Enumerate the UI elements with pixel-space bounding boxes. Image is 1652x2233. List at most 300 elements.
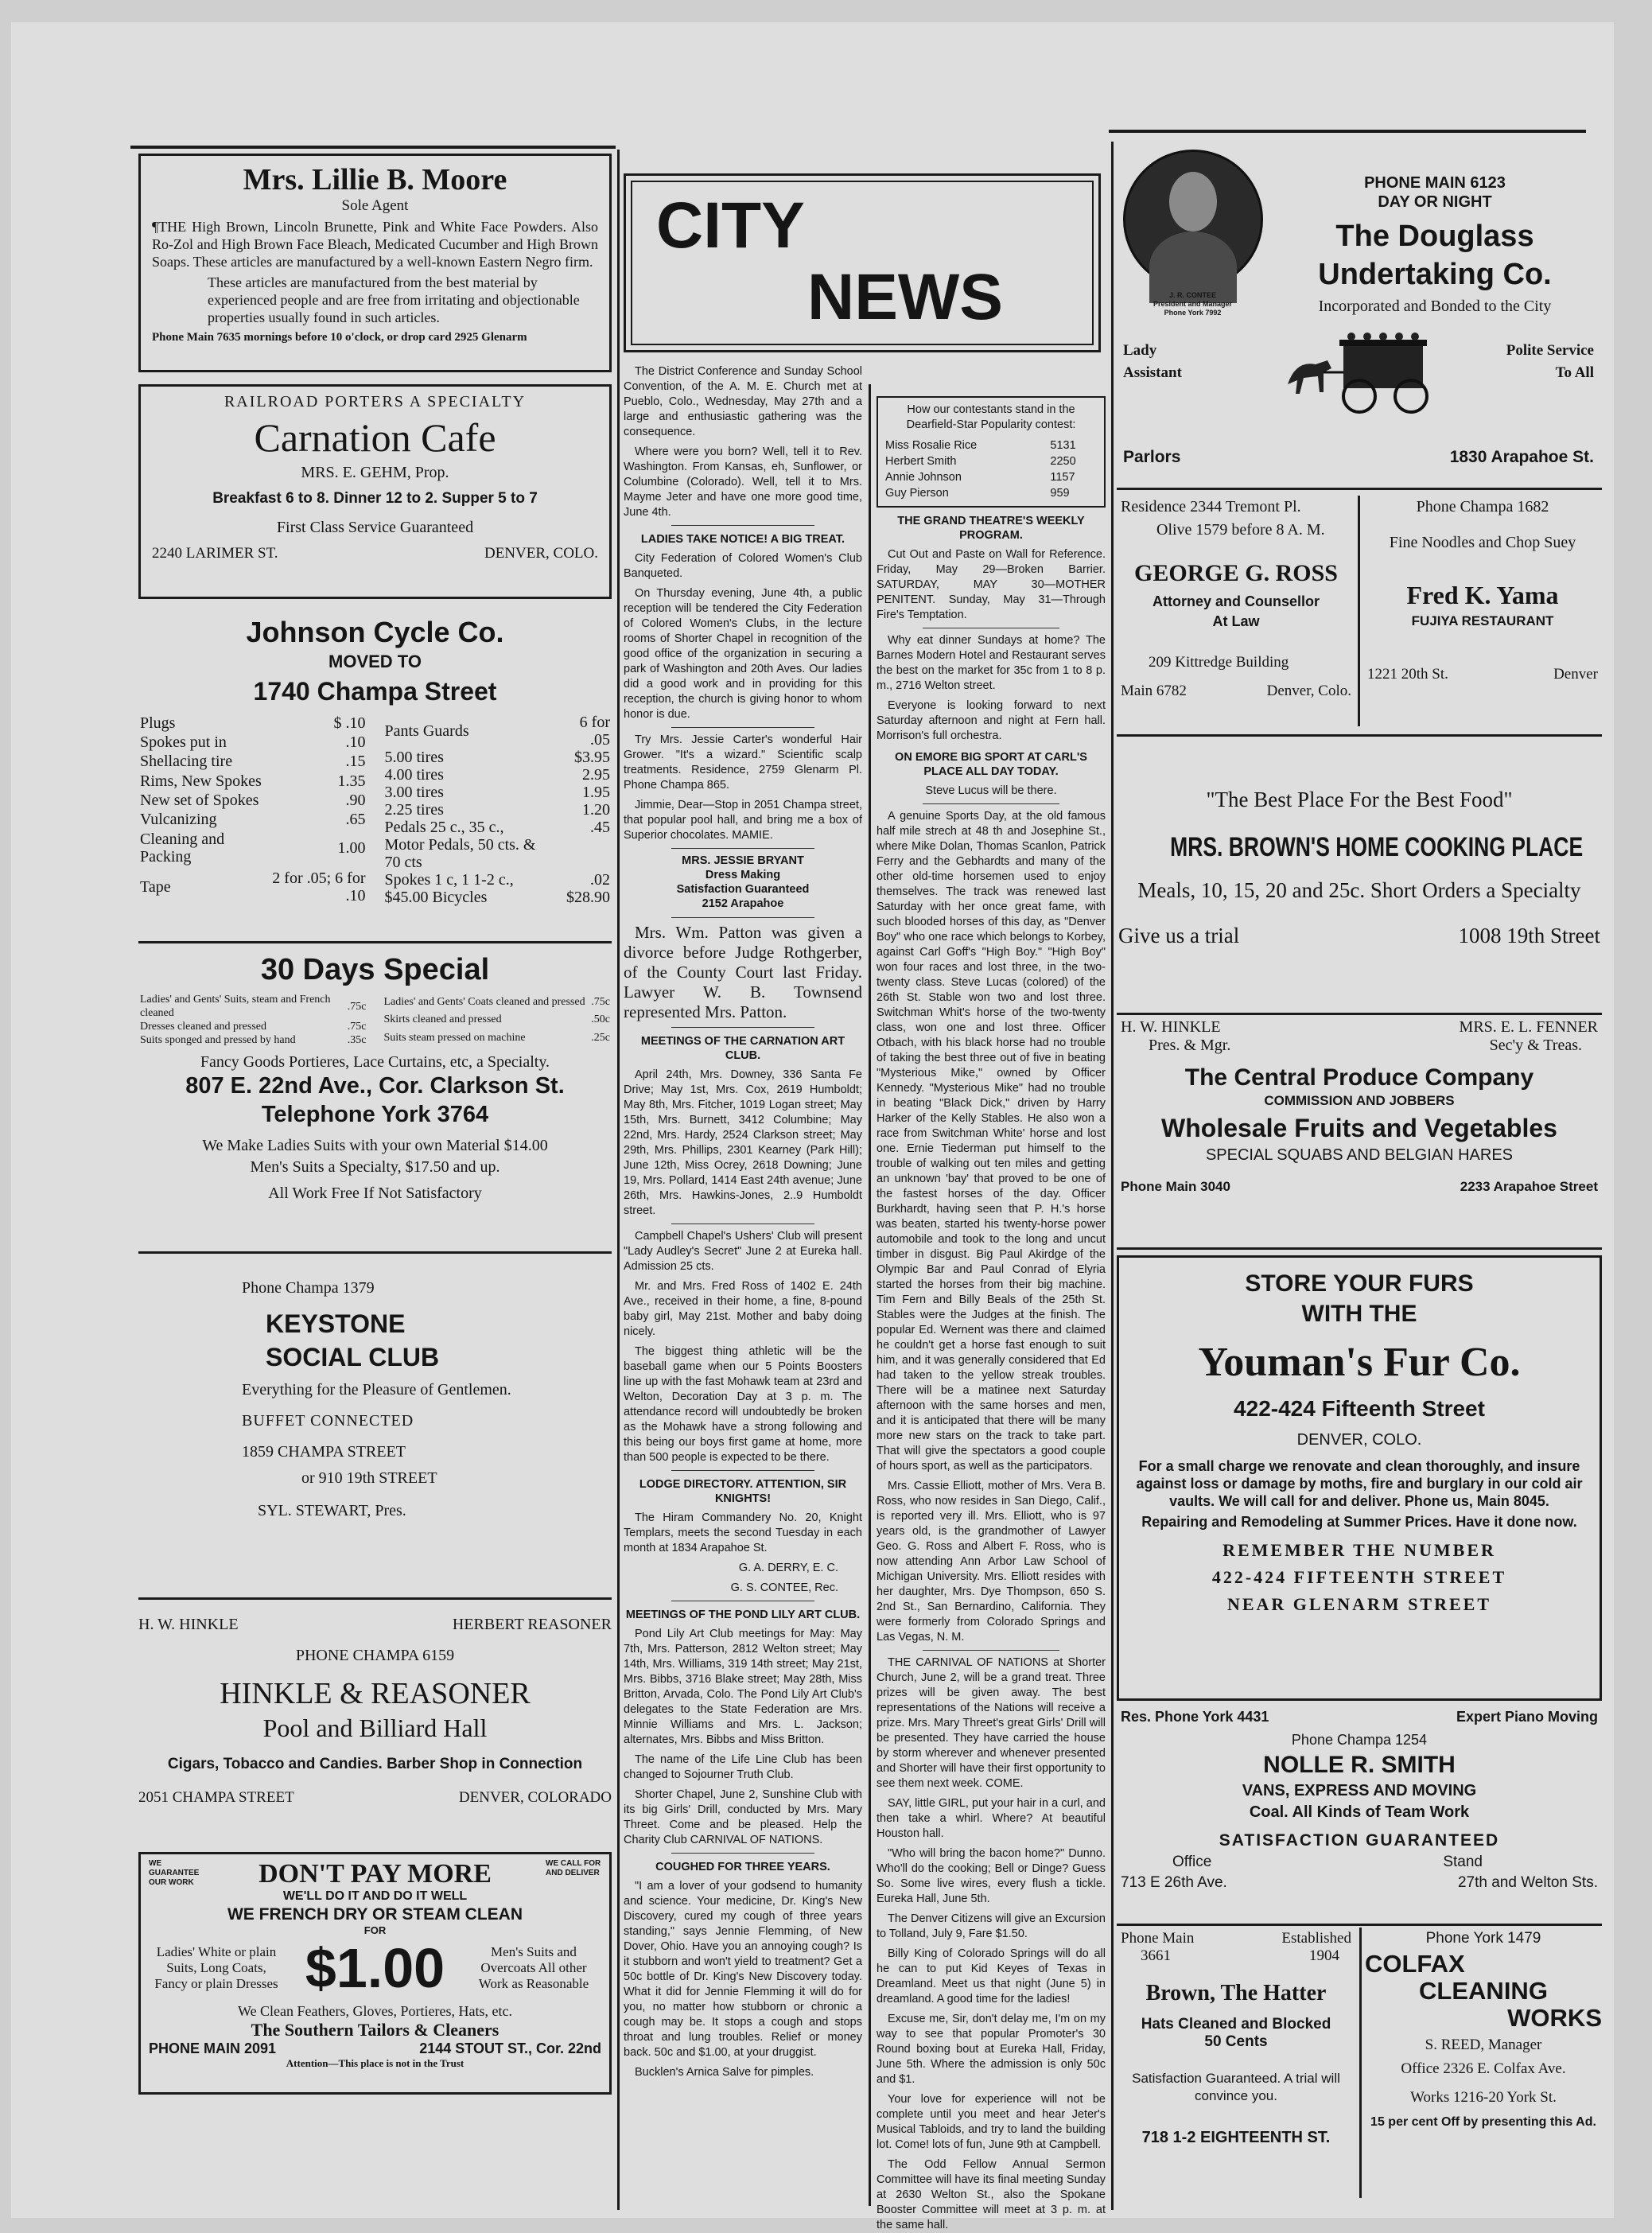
bryant-address: 2152 Arapahoe: [702, 897, 784, 910]
southern-price: $1.00: [305, 1937, 445, 1999]
southern-name: The Southern Tailors & Cleaners: [251, 2020, 499, 2040]
johnson-price-row-value: $ .10: [333, 714, 366, 733]
special-price-row-value: .75c: [347, 1021, 367, 1033]
douglass-phone2: DAY OR NIGHT: [1378, 193, 1492, 211]
southern-right: Men's Suits and Overcoats All other Work as Reasonable: [478, 1944, 589, 1991]
produce-left1: H. W. HINKLE: [1121, 1018, 1221, 1036]
douglass-lady1: Lady: [1123, 342, 1157, 359]
special-price-row: [383, 1029, 612, 1047]
douglass-lady2: Assistant: [1123, 364, 1182, 381]
special-price-row-value: .25c: [591, 1032, 610, 1045]
special-price-row-label: Dresses cleaned and pressed: [140, 1021, 266, 1033]
douglass-address: 1830 Arapahoe St.: [1449, 448, 1594, 466]
johnson-price-row-label: Motor Pedals, 50 cts. & 70 cts: [384, 836, 536, 871]
johnson-price-row: [138, 791, 367, 810]
smith-line2: Coal. All Kinds of Team Work: [1249, 1803, 1470, 1821]
johnson-moved: MOVED TO: [328, 652, 422, 671]
johnson-price-row: [383, 836, 612, 871]
news-ushers: Campbell Chapel's Ushers' Club will present "Lady Audley's Secret" June 2 at Eureka hall. Admission 25 cts.: [624, 1230, 862, 1273]
news-barnes: Why eat dinner Sundays at home? The Barnes Modern Hotel and Restaurant serves the best on the market for 35c from 1 to 8 p. m., 2716 Welton street.: [877, 634, 1106, 692]
special-right-prices: [383, 993, 612, 1047]
youman-title: Youman's Fur Co.: [1198, 1340, 1521, 1385]
special-line1: We Make Ladies Suits with your own Material $14.00: [202, 1137, 548, 1154]
news-where-born: Where were you born? Well, tell it to Rev. Washington. From Kansas, eh, Sunflower, or Columbine (Colorado). Well, tell it to Mrs. Mayme Jeter and have one more good time, June 4th.: [624, 445, 862, 519]
special-price-row: [138, 993, 368, 1020]
johnson-price-row-value: $28.90: [566, 889, 610, 906]
southern-line1: WE'LL DO IT AND DO IT WELL: [282, 1889, 468, 1903]
news-cough-heading: COUGHED FOR THREE YEARS.: [655, 1861, 830, 1873]
bryant-name: MRS. JESSIE BRYANT: [682, 854, 804, 867]
southern-line2: WE FRENCH DRY OR STEAM CLEAN: [227, 1905, 523, 1924]
special-price-row: [138, 1033, 368, 1047]
johnson-price-row-value: .15: [345, 753, 366, 771]
special-price-row-value: .75c: [591, 995, 610, 1008]
smith-sat: SATISFACTION GUARANTEED: [1219, 1831, 1500, 1850]
produce-left2: Pres. & Mgr.: [1149, 1037, 1231, 1054]
special-phone: Telephone York 3764: [261, 1102, 489, 1127]
johnson-price-row: [138, 829, 367, 867]
smith-expert: Expert Piano Moving: [1456, 1709, 1598, 1725]
youman-fur-ad: [1117, 1255, 1602, 1701]
johnson-title: Johnson Cycle Co.: [246, 616, 504, 648]
news-sig1: G. A. DERRY, E. C.: [738, 1562, 838, 1574]
hatter-num: 3661: [1141, 1947, 1171, 1964]
news-column-2: [877, 396, 1106, 2231]
johnson-price-row: [383, 749, 612, 766]
news-sport-heading: ON EMORE BIG SPORT AT CARL'S PLACE ALL DAY TODAY.: [895, 751, 1087, 778]
popularity-row-label: Guy Pierson: [885, 487, 949, 500]
moore-title: Mrs. Lillie B. Moore: [243, 163, 507, 196]
douglass-title1: The Douglass: [1335, 220, 1534, 253]
news-sports-day: A genuine Sports Day, at the old famous half mile strech at 48 th and Josephine St., where Mike Dolan, Thomas Scanlon, Patrick Ferry and the Gebhardts and many of the other old-time horsemen used to enjoy themselves. The track was renewed last Saturday with her once great fame, with such blooded horses of this day, as "Denver Boy" who one race which belongs to Korbey, against Carl Goff's "High Boy." "High Boy" won four races and lost three, in the two-twenty class. Steve Lucas (colored) of the 26th St. Stable won two and lost three. Switchman Whit's horse of the two-twenty class, won one and lost three. Officer Otbach, with his black horse had no trouble of taking the best three out of five in beating "Mysterious Mike," owned by Officer Kennedy. "Mysterious Mike" had no trouble in beating "Black Dick," driven by Harry Harker of the Kelly Stables. He also won a race from Switchman White' horse and lost one. Ernie Tiederman put himself to the trouble of walking out ten miles and getting an unknown 'bay' that proved to be one of the fastest horses of the day. Officer Burkhardt, having seen that P. H.'s horse was beaten, started his twenty-horse power automobile and took to the long and uncut timber in disgust. Big Paul Akirdge of the Olympic Bar and Paul Conrad of Elyria started the horses from their big machine. Tim Fern and Billy Beals of the 25th St. Stables were the Judges at the finish. The popular Ed. Wernent was there and claimed he couldn't get a horse fast enough to suit him, and it was generally considered that Ed had taken to the yellow streak troubles. There will be a matinee next Saturday afternoon with the same horses and men, and it is anticipated that there will be many more new stars on the track to take part. That will give the spectators a good couple of hours sport, as well as the participators.: [877, 810, 1106, 1472]
carnation-service: First Class Service Guaranteed: [276, 519, 474, 536]
news-bucklens: Bucklen's Arnica Salve for pimples.: [635, 2066, 814, 2079]
southern-title: DON'T PAY MORE: [258, 1859, 492, 1889]
produce-right1: MRS. E. L. FENNER: [1459, 1018, 1598, 1036]
news-carnation-heading: MEETINGS OF THE CARNATION ART CLUB.: [640, 1035, 845, 1062]
news-pondlily: Pond Lily Art Club meetings for May: May 7th, Mrs. Patterson, 2812 Welton street; May 14th, Mrs. Williams, 319 14th street; May 21st, Mrs. Bibbs, 3716 Blake street; May 28th, Miss Britton, Arvada, Colo. The Pond Lily Art Club's delegates to the State Federation are Mrs. Minnie Williams and Mrs. L. Jackson; alternates, Mrs. Bibbs and Miss Britton.: [624, 1628, 862, 1746]
news-hiram: The Hiram Commandery No. 20, Knight Templars, meets the second Tuesday in each month at 1834 Arapahoe St.: [624, 1511, 862, 1554]
johnson-left-prices: [138, 714, 367, 906]
ross-res: Residence 2344 Tremont Pl.: [1121, 498, 1301, 515]
smith-stand: Stand: [1443, 1854, 1483, 1870]
brown-quote: "The Best Place For the Best Food": [1206, 788, 1513, 811]
news-lodge-heading: LODGE DIRECTORY. ATTENTION, SIR KNIGHTS!: [639, 1478, 847, 1505]
moore-text1: ¶THE High Brown, Lincoln Brunette, Pink and White Face Powders. Also Ro-Zol and High Brown Face Bleach, Medicated Cucumber and High Brown Soaps. These articles are manufactured by a well-known Eastern Negro firm.: [152, 219, 598, 270]
special-price-row-label: Suits sponged and pressed by hand: [140, 1034, 296, 1046]
smith-res: Res. Phone York 4431: [1121, 1709, 1269, 1725]
moore-text2: These articles are manufactured from the best material by experienced people and are free from irritating and objectionable properties usually found in such articles.: [208, 274, 580, 325]
youman-city: DENVER, COLO.: [1296, 1431, 1422, 1449]
news-federation: City Federation of Colored Women's Club Banqueted.: [624, 552, 862, 580]
colfax-cleaning-ad: [1365, 1930, 1602, 2200]
masthead-news: NEWS: [807, 261, 1003, 333]
popularity-row-label: Annie Johnson: [885, 471, 962, 484]
johnson-address: 1740 Champa Street: [253, 677, 497, 706]
johnson-price-row: [383, 766, 612, 784]
johnson-price-row-value: .02: [590, 871, 610, 889]
smith-name: NOLLE R. SMITH: [1263, 1752, 1456, 1778]
hinkle-city: DENVER, COLORADO: [458, 1789, 612, 1806]
special-price-row: [383, 993, 612, 1011]
popularity-row: [884, 469, 1098, 485]
moore-subtitle: Sole Agent: [341, 197, 409, 214]
smith-office: Office: [1172, 1854, 1212, 1870]
carnation-title: Carnation Cafe: [254, 415, 496, 460]
douglass-cap2: President and Manager: [1153, 300, 1233, 308]
smith-addr2: 27th and Welton Sts.: [1457, 1874, 1598, 1891]
johnson-price-row-value: 6 for .05: [579, 714, 610, 749]
johnson-price-row-label: $45.00 Bicycles: [384, 889, 488, 906]
yama-address: 1221 20th St.: [1367, 666, 1448, 683]
news-elliott: Mrs. Cassie Elliott, mother of Mrs. Vera B. Ross, who now resides in San Diego, Calif., is reported very ill. Mrs. Elliott, who is 97 years old, is the grandmother of Lawyer Geo. G. Ross and Albert F. Ross, who is now attending Ann Arbor Law School of Michigan University. Mrs. Elliott resides with her daughter, Mrs. Dye Thompson, 650 S. 2nd St., San Bernardino, California. They were formerly from Colorado Springs and Las Vegas, N. M.: [877, 1480, 1106, 1644]
johnson-price-row-value: 2 for .05; 6 for .10: [272, 869, 366, 904]
news-conference: The District Conference and Sunday School Convention, of the A. M. E. Church met at Pueblo, Colo., Wednesday, May 27th and a large and enthusiastic gathering was the consequence.: [624, 365, 862, 438]
news-cough: "I am a lover of your godsend to humanity and science. Your medicine, Dr. King's New Discovery, cured my cough of three years standing," says Jennie Flemming, of New Dover, Ohio. Have you an annoying cough? Is it stubborn and won't yield to treatment? Get a 50c bottle of Dr. King's New Discovery today. What it did for Jennie Flemming it will do for you, no matter how stubborn or chronic a cough may be. It stops a cough and stops throat and lung troubles. Relief or money back. 50c and $1.00, at your druggist.: [624, 1880, 862, 2059]
johnson-price-row-label: 3.00 tires: [384, 784, 444, 801]
johnson-price-row-value: 1.20: [582, 801, 610, 819]
news-pondlily-heading: MEETINGS OF THE POND LILY ART CLUB.: [625, 1609, 861, 1621]
johnson-price-row-label: 4.00 tires: [384, 766, 444, 784]
rule-produce: [1117, 1247, 1602, 1250]
brown-meals: Meals, 10, 15, 20 and 25c. Short Orders a Specialty: [1137, 878, 1581, 902]
yama-line: Fine Noodles and Chop Suey: [1389, 534, 1576, 551]
center-mid-rule: [869, 384, 871, 2206]
moore-ad: [138, 154, 612, 372]
hearse-icon: [1280, 329, 1439, 416]
douglass-polite1: Polite Service: [1506, 342, 1594, 359]
right-ads-column: [1117, 142, 1610, 2210]
bryant-line1: Dress Making: [705, 869, 781, 881]
johnson-price-row: [383, 784, 612, 801]
keystone-line1: Everything for the Pleasure of Gentlemen.: [242, 1381, 511, 1399]
produce-special: SPECIAL SQUABS AND BELGIAN HARES: [1205, 1146, 1514, 1164]
johnson-price-row: [383, 871, 612, 889]
johnson-price-row-label: 5.00 tires: [384, 749, 444, 766]
ross-ad: [1117, 498, 1355, 729]
hinkle-address: 2051 CHAMPA STREET: [138, 1789, 294, 1806]
johnson-price-row-value: .45: [590, 819, 610, 836]
yama-city: Denver: [1553, 666, 1598, 683]
brown-address: 1008 19th Street: [1458, 924, 1600, 947]
douglass-cap3: Phone York 7992: [1164, 309, 1222, 317]
produce-phone: Phone Main 3040: [1121, 1179, 1230, 1194]
news-hair-grower: Try Mrs. Jessie Carter's wonderful Hair Grower. "It's a wizard." Scientific scalp treatments. Residence, 2759 Glenarm Pl. Phone Champa 865.: [624, 733, 862, 792]
yama-phone: Phone Champa 1682: [1416, 498, 1549, 515]
news-grand: Cut Out and Paste on Wall for Reference. Friday, May 29—Broken Barrier. SATURDAY, MAY 30—MOTHER PENITENT. Sunday, May 31—Through Fire's Temptation.: [877, 548, 1106, 621]
news-grand-heading: THE GRAND THEATRE'S WEEKLY PROGRAM.: [897, 515, 1085, 542]
colfax-mgr: S. REED, Manager: [1425, 2037, 1542, 2053]
smith-addr1: 713 E 26th Ave.: [1121, 1874, 1227, 1891]
popularity-intro: How our contestants stand in the Dearfield-Star Popularity contest:: [906, 403, 1076, 431]
yama-name: Fred K. Yama: [1406, 581, 1559, 609]
hatter-line3: Satisfaction Guaranteed. A trial will convince you.: [1132, 2071, 1340, 2103]
hinkle-line: Cigars, Tobacco and Candies. Barber Shop in Connection: [167, 1756, 583, 1772]
popularity-row-value: 1157: [1050, 471, 1075, 484]
popularity-row-label: Miss Rosalie Rice: [885, 439, 978, 452]
hinkle-title: HINKLE & REASONER: [220, 1677, 531, 1710]
southern-corner-left: WE GUARANTEE OUR WORK: [149, 1859, 200, 1887]
carnation-address: 2240 LARIMER ST.: [152, 545, 278, 562]
johnson-price-row-label: Spokes put in: [140, 733, 227, 752]
special-fancy: Fancy Goods Portieres, Lace Curtains, etc, a Specialty.: [200, 1053, 550, 1071]
news-jimmie: Jimmie, Dear—Stop in 2051 Champa street, that popular pool hall, and bring me a box of Superior chocolates. MAMIE.: [624, 799, 862, 842]
left-ads-column: [126, 154, 620, 2214]
special-price-row-value: .50c: [591, 1013, 610, 1026]
youman-rem3: NEAR GLENARM STREET: [1226, 1594, 1492, 1614]
hinkle-left: H. W. HINKLE: [138, 1616, 239, 1633]
southern-phone: PHONE MAIN 2091: [149, 2040, 277, 2056]
brown-trial: Give us a trial: [1118, 924, 1240, 947]
youman-rem2: 422-424 FIFTEENTH STREET: [1211, 1567, 1507, 1587]
johnson-price-row-label: Spokes 1 c, 1 1-2 c.,: [384, 871, 514, 889]
douglass-cap1: J. R. CONTEE: [1168, 291, 1216, 299]
ross-name: GEORGE G. ROSS: [1134, 560, 1338, 586]
johnson-price-row-label: Pants Guards: [384, 722, 469, 740]
news-shorter: Shorter Chapel, June 2, Sunshine Club with its big Girls' Drill, conducted by Mrs. Mary Threet. Come and be pleased. Help the Charity Club CARNIVAL OF NATIONS.: [624, 1788, 862, 1846]
produce-right2: Sec'y & Treas.: [1489, 1037, 1582, 1054]
johnson-price-row: [138, 868, 367, 906]
johnson-price-row-label: Plugs: [140, 714, 176, 733]
johnson-price-row-label: Vulcanizing: [140, 811, 217, 829]
youman-street: 422-424 Fifteenth Street: [1234, 1396, 1485, 1421]
douglass-phone1: PHONE MAIN 6123: [1364, 174, 1506, 192]
johnson-price-row-value: 1.35: [337, 772, 366, 790]
hatter-est2: 1904: [1309, 1947, 1339, 1964]
rule-smith: [1117, 1924, 1602, 1926]
johnson-price-row-value: 1.00: [337, 839, 366, 858]
johnson-price-row: [383, 819, 612, 836]
yama-rest: FUJIYA RESTAURANT: [1411, 613, 1554, 628]
produce-big: Wholesale Fruits and Vegetables: [1161, 1114, 1557, 1142]
youman-text: For a small charge we renovate and clean thoroughly, and insure against loss or damage by moths, fire and burglary in our cold air vaults. We will call for and deliver. Phone us, Main 8045.: [1136, 1458, 1583, 1509]
popularity-row-value: 5131: [1050, 439, 1076, 452]
newspaper-page: [11, 22, 1614, 2231]
southern-left: Ladies' White or plain Suits, Long Coats, Fancy or plain Dresses: [154, 1944, 278, 1991]
special-price-row-label: Ladies' and Gents' Coats cleaned and pressed: [383, 995, 585, 1008]
special-line2: Men's Suits a Specialty, $17.50 and up.: [250, 1158, 500, 1176]
news-steve: Steve Lucus will be there.: [925, 784, 1057, 797]
center-right-rule: [1111, 142, 1114, 2210]
johnson-price-row-value: .90: [345, 791, 366, 809]
rule-ross: [1117, 734, 1602, 737]
johnson-price-row: [383, 889, 612, 906]
special-address: 807 E. 22nd Ave., Cor. Clarkson St.: [185, 1073, 565, 1099]
news-ladies-heading: LADIES TAKE NOTICE! A BIG TREAT.: [640, 533, 845, 546]
douglass-incorp: Incorporated and Bonded to the City: [1318, 298, 1552, 315]
hinkle-reasoner-ad: [138, 1597, 612, 1862]
johnson-right-prices: [383, 714, 612, 906]
keystone-line4: or 910 19th STREET: [301, 1469, 437, 1487]
city-news-masthead: [624, 173, 1101, 352]
keystone-line2: BUFFET CONNECTED: [242, 1412, 414, 1430]
rule-brown: [1117, 1013, 1602, 1015]
douglass-title2: Undertaking Co.: [1318, 258, 1552, 291]
johnson-price-row: [138, 772, 367, 791]
popularity-table: [884, 438, 1098, 501]
carnation-cafe-ad: [138, 384, 612, 599]
ross-main: Main 6782: [1121, 683, 1187, 699]
news-sig2: G. S. CONTEE, Rec.: [730, 1581, 838, 1594]
special-price-row: [138, 1020, 368, 1033]
popularity-row: [884, 485, 1098, 501]
southern-address: 2144 STOUT ST., Cor. 22nd: [419, 2040, 601, 2056]
center-left-rule: [617, 150, 620, 2210]
colfax-works: Works 1216-20 York St.: [1410, 2089, 1557, 2106]
thirty-days-special-ad: [138, 941, 612, 1238]
johnson-price-row-label: Shellacing tire: [140, 753, 233, 771]
news-ross-baby: Mr. and Mrs. Fred Ross of 1402 E. 24th Ave., received in their home, a fine, 8-pound baby girl, May 21st. Mother and baby doing nicely.: [624, 1280, 862, 1338]
johnson-price-row-value: .10: [345, 733, 366, 752]
news-bacon: "Who will bring the bacon home?" Dunno. Who'll do the cooking; Bell or Dinge? Guess So. Some live wires, every flush a tickle. Eureka Hall, June 5th.: [877, 1847, 1106, 1905]
news-excuse-me: Excuse me, Sir, don't delay me, I'm on my way to see that popular Promoter's 30 Round boxing bout at Eureka Hall, Friday, June 5th. Where the admission is only 50c and $1.: [877, 2013, 1106, 2086]
bryant-line2: Satisfaction Guaranteed: [676, 883, 810, 896]
southern-for: FOR: [363, 1924, 387, 1936]
colfax-disc: 15 per cent Off by presenting this Ad.: [1370, 2115, 1596, 2129]
colfax-title1: COLFAX: [1365, 1950, 1465, 1978]
special-price-row-label: Suits steam pressed on machine: [383, 1032, 526, 1045]
hinkle-sub: Pool and Billiard Hall: [262, 1714, 488, 1742]
produce-address: 2233 Arapahoe Street: [1460, 1179, 1598, 1194]
news-patton: Mrs. Wm. Patton was given a divorce before Judge Rothgerber, of the County Court last Friday. Lawyer W. B. Townsend represented Mrs. Patton.: [624, 923, 862, 1021]
news-billy-king: Billy King of Colorado Springs will do all he can to put Kid Keyes of Texas in Dreamland. Meet us that night (June 5) in dreamland. A good time for the ladies!: [877, 1947, 1106, 2005]
yama-ad: [1363, 498, 1602, 729]
popularity-row: [884, 438, 1098, 453]
special-line3: All Work Free If Not Satisfactory: [268, 1185, 482, 1202]
hatter-est1: Established: [1281, 1930, 1351, 1947]
johnson-price-row-label: 2.25 tires: [384, 801, 444, 819]
popularity-row-label: Herbert Smith: [885, 455, 957, 468]
news-column-1: [624, 364, 862, 2210]
johnson-price-row-value: 2.95: [582, 766, 610, 784]
central-produce-ad: [1117, 1018, 1602, 1241]
news-fern: Everyone is looking forward to next Saturday afternoon and night at Fern hall. Morrison's full orchestra.: [877, 699, 1106, 742]
youman-line1: STORE YOUR FURS: [1245, 1270, 1474, 1297]
southern-tailors-ad: [138, 1852, 612, 2095]
southern-corner-right: WE CALL FOR AND DELIVER: [546, 1859, 601, 1877]
hatter-main: Phone Main: [1121, 1930, 1195, 1947]
hatter-title: Brown, The Hatter: [1145, 1981, 1327, 2005]
johnson-price-row-value: [556, 836, 612, 871]
news-jeter: Your love for experience will not be complete until you meet and hear Jeter's Musical Tabloids, and try to land the building lot. Come! lots of fun, June 9th at Campbell.: [877, 2093, 1106, 2151]
brown-title: MRS. BROWN'S HOME COOKING PLACE: [1170, 832, 1584, 862]
carnation-city: DENVER, COLO.: [484, 545, 598, 562]
smith-phone: Phone Champa 1254: [1291, 1732, 1428, 1748]
produce-sub: COMMISSION AND JOBBERS: [1264, 1093, 1455, 1108]
hatter-colfax-divider: [1359, 1928, 1362, 2198]
news-carnival: THE CARNIVAL OF NATIONS at Shorter Church, June 2, will be a grand treat. Three prizes will be given away. The best representations of the Nations will receive a prize. Mrs. Mary Threet's great Girls' Drill will be presented. They have carried the house by storm wherever and whenever presented and Shorter will have their first opportunity to see them next week. COME.: [877, 1656, 1106, 1790]
johnson-price-row-value: .65: [345, 811, 366, 829]
special-price-row-label: Skirts cleaned and pressed: [383, 1013, 502, 1026]
johnson-price-row: [383, 801, 612, 819]
popularity-row-value: 959: [1050, 487, 1070, 500]
news-carnation-meetings: April 24th, Mrs. Downey, 336 Santa Fe Drive; May 1st, Mrs. Cox, 2619 Humboldt; May 8th, Mrs. Fitcher, 1019 Logan street; May 15th, Mrs. Burnett, 3412 Columbine; May 22nd, Mrs. Hardy, 2524 Clarkson street; May 29th, Mrs. Phillips, 2301 Kearney (Park Hill); June 12th, Miss Ocrey, 2618 Downing; June 19, Mrs. Pollard, 1414 East 24th avenue; June 26th, Mrs. Hawkins-Jones, 2..9 Humboldt street.: [624, 1068, 862, 1217]
johnson-price-row-label: Pedals 25 c., 35 c.,: [384, 819, 504, 836]
smith-moving-ad: [1117, 1709, 1602, 1916]
youman-line2: WITH THE: [1301, 1301, 1417, 1327]
johnson-price-row-value: 1.95: [582, 784, 610, 801]
moore-phone: Phone Main 7635 mornings before 10 o'clock, or drop card 2925 Glenarm: [152, 331, 527, 344]
youman-rem1: REMEMBER THE NUMBER: [1222, 1540, 1496, 1560]
smith-line1: VANS, EXPRESS AND MOVING: [1242, 1782, 1477, 1799]
special-price-row-label: Ladies' and Gents' Suits, steam and French cleaned: [140, 994, 331, 1019]
johnson-price-row: [138, 733, 367, 752]
keystone-title2: SOCIAL CLUB: [266, 1343, 440, 1371]
masthead-city: CITY: [656, 189, 805, 262]
johnson-price-row-label: Rims, New Spokes: [140, 772, 262, 790]
special-title: 30 Days Special: [260, 953, 490, 986]
johnson-price-row: [138, 810, 367, 829]
johnson-price-row-label: Tape: [140, 877, 171, 896]
news-reception: On Thursday evening, June 4th, a public reception will be tendered the City Federation of Colored Women's Clubs, in the lecture rooms of Shorter Chapel in recognition of the good office of the organization in securing a park of Washington and 20th Aves. Our ladies did a good work and in providing for this reception, the church is giving honor to whom honor is due.: [624, 587, 862, 721]
keystone-phone: Phone Champa 1379: [242, 1279, 375, 1297]
colfax-phone: Phone York 1479: [1425, 1930, 1541, 1947]
johnson-price-row-value: $3.95: [574, 749, 610, 766]
produce-title: The Central Produce Company: [1184, 1064, 1534, 1091]
hatter-line2: 50 Cents: [1204, 2033, 1268, 2050]
douglass-undertaking-ad: [1117, 142, 1602, 484]
popularity-row: [884, 453, 1098, 469]
news-lifeline: The name of the Life Line Club has been changed to Sojourner Truth Club.: [624, 1753, 862, 1781]
news-baseball: The biggest thing athletic will be the baseball game when our 5 Points Boosters line up with the fast Mohawk team at 23rd and Welton, Decoration Day at 3 p. m. The attendance record will undoubtedly be broken as the Mohawk have a strong following and this being our boys first game at home, more than 500 people is expected to be there.: [624, 1345, 862, 1464]
carnation-prop: MRS. E. GEHM, Prop.: [301, 464, 449, 481]
ross-line2: At Law: [1212, 613, 1260, 629]
ross-bldg: 209 Kittredge Building: [1149, 654, 1289, 671]
ross-yama-divider: [1358, 496, 1360, 726]
keystone-title1: KEYSTONE: [266, 1309, 406, 1338]
popularity-box: [877, 396, 1106, 508]
johnson-price-row: [138, 714, 367, 733]
youman-repair: Repairing and Remodeling at Summer Prices. Have it done now.: [1141, 1514, 1577, 1530]
johnson-price-row-label: New set of Spokes: [140, 791, 259, 809]
special-price-row: [383, 1011, 612, 1029]
douglass-parlors: Parlors: [1123, 448, 1181, 466]
southern-line3: We Clean Feathers, Gloves, Portieres, Hats, etc.: [238, 2003, 512, 2019]
top-rule: [130, 146, 616, 149]
ross-olive: Olive 1579 before 8 A. M.: [1156, 521, 1325, 539]
johnson-price-row: [138, 752, 367, 771]
colfax-title3: WORKS: [1507, 2004, 1602, 2032]
contee-portrait: [1123, 150, 1263, 290]
douglass-polite2: To All: [1555, 364, 1594, 381]
news-odd-fellow: The Odd Fellow Annual Sermon Committee will have its final meeting Sunday at 2630 Welton St., also the Spokane Booster Committee will meet at 3 p. m. at the same hall.: [877, 2158, 1106, 2231]
special-price-row-value: .75c: [347, 1000, 367, 1013]
top-rule-right: [1109, 130, 1586, 133]
colfax-office: Office 2326 E. Colfax Ave.: [1401, 2060, 1566, 2077]
keystone-line3: 1859 CHAMPA STREET: [242, 1443, 406, 1461]
hinkle-right: HERBERT REASONER: [452, 1616, 612, 1633]
special-left-prices: [138, 993, 368, 1047]
johnson-price-row: [383, 714, 612, 749]
southern-footer: Attention—This place is not in the Trust: [286, 2057, 465, 2069]
johnson-price-row-label: Cleaning and Packing: [140, 831, 225, 866]
keystone-line5: SYL. STEWART, Pres.: [258, 1502, 406, 1519]
hatter-address: 718 1-2 EIGHTEENTH ST.: [1141, 2129, 1331, 2146]
popularity-row-value: 2250: [1050, 455, 1076, 468]
carnation-top: RAILROAD PORTERS A SPECIALTY: [224, 393, 527, 410]
news-excursion: The Denver Citizens will give an Excursion to Tolland, July 9, Fare $1.50.: [877, 1912, 1106, 1940]
hatter-line1: Hats Cleaned and Blocked: [1141, 2016, 1331, 2033]
special-price-row-value: .35c: [347, 1034, 367, 1046]
rule-douglass: [1117, 488, 1602, 490]
ross-city: Denver, Colo.: [1266, 683, 1351, 699]
ross-line1: Attorney and Counsellor: [1152, 593, 1320, 609]
hatter-ad: [1117, 1930, 1355, 2200]
news-say-girl: SAY, little GIRL, put your hair in a curl, and then take a whirl. Where? At beautiful Houston hall.: [877, 1797, 1106, 1840]
carnation-hours: Breakfast 6 to 8. Dinner 12 to 2. Supper 5 to 7: [212, 490, 538, 507]
colfax-title2: CLEANING: [1419, 1977, 1548, 2005]
hinkle-phone: PHONE CHAMPA 6159: [295, 1647, 455, 1664]
